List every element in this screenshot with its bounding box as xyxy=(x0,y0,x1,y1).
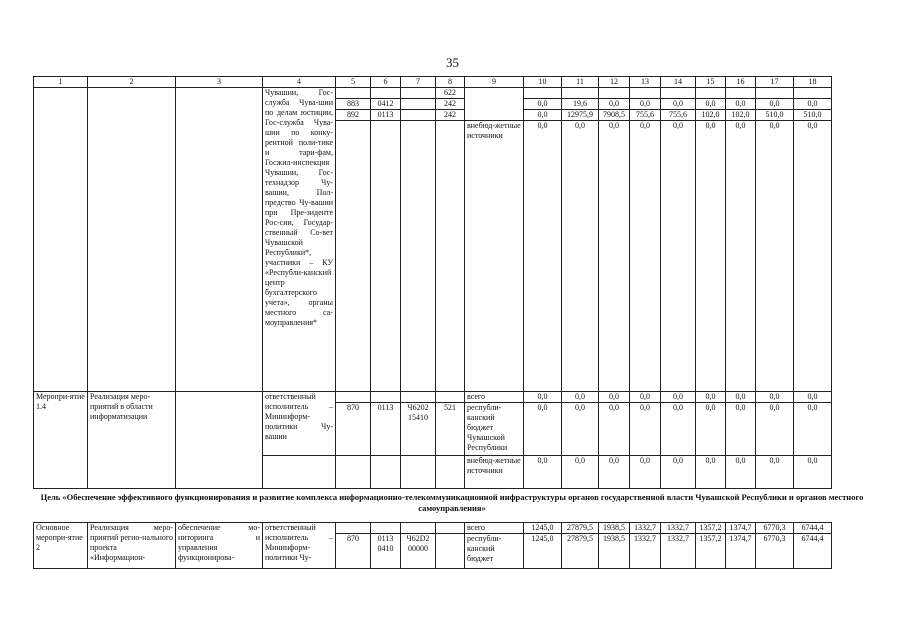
value-cell: 1374,7 xyxy=(726,523,756,534)
cell-col4 xyxy=(263,456,336,489)
value-cell: 0,0 xyxy=(696,99,726,110)
header-cell-4: 4 xyxy=(263,77,336,88)
value-cell: 0,0 xyxy=(524,392,562,403)
value-cell: 0,0 xyxy=(726,403,756,456)
cell-col8 xyxy=(436,121,465,392)
header-cell-18: 18 xyxy=(794,77,832,88)
header-cell-9: 9 xyxy=(465,77,524,88)
cell-col6 xyxy=(371,88,401,99)
value-cell: 0,0 xyxy=(726,99,756,110)
value-cell: 1245,0 xyxy=(524,523,562,534)
value-cell: 0,0 xyxy=(756,392,794,403)
cell-col3 xyxy=(176,392,263,489)
cell-col7 xyxy=(401,121,436,392)
cell-col6 xyxy=(371,121,401,392)
value-cell: 0,0 xyxy=(661,392,696,403)
value-cell xyxy=(726,88,756,99)
value-cell: 12975,9 xyxy=(562,110,599,121)
cell-col5: 892 xyxy=(336,110,371,121)
value-cell: 0,0 xyxy=(794,99,832,110)
cell-col2 xyxy=(88,88,176,392)
value-cell: 0,0 xyxy=(726,121,756,392)
budget-table-continued xyxy=(33,522,832,569)
value-cell: 0,0 xyxy=(696,456,726,489)
cell-col8: 622 xyxy=(436,88,465,99)
table-row xyxy=(34,523,832,534)
value-cell: 0,0 xyxy=(630,121,661,392)
value-cell: 0,0 xyxy=(726,456,756,489)
value-cell: 0,0 xyxy=(661,403,696,456)
header-cell-8: 8 xyxy=(436,77,465,88)
responsible-executors: Чувашии, Гос-служба Чува-шии по делам юстиции, Гос-служба Чува-шии по конку-рентной поли-тике и тари-фам, Госжил-инспекция Чувашии, Гос-технадзор Чу-вашии, Пол-предство Чу-вашии при Пре-зиденте Рос-сии, Государ-ственный Со-вет Чувашской Республики*, участники – КУ «Республи-канский центр бухгалтерского учета», органы местного са-моуправления* xyxy=(263,88,336,392)
value-cell: 7908,5 xyxy=(599,110,630,121)
cell-col9: внебюд-жетные источники xyxy=(465,456,524,489)
value-cell: 0,0 xyxy=(524,456,562,489)
value-cell: 0,0 xyxy=(599,456,630,489)
value-cell xyxy=(756,88,794,99)
responsible-executor: ответственный исполнитель – Мининформ-политики Чу- xyxy=(263,523,336,569)
cell-col8 xyxy=(436,456,465,489)
header-cell-13: 13 xyxy=(630,77,661,88)
value-cell: 0,0 xyxy=(524,403,562,456)
cell-col3 xyxy=(176,88,263,392)
value-cell: 0,0 xyxy=(599,99,630,110)
cell-col5 xyxy=(336,88,371,99)
value-cell: 0,0 xyxy=(524,99,562,110)
header-cell-2: 2 xyxy=(88,77,176,88)
cell-col6: 0113 0410 xyxy=(371,534,401,569)
cell-col8: 521 xyxy=(436,403,465,456)
measure-description: Реализация меро-приятий регио-нального проекта «Информацион- xyxy=(88,523,176,569)
value-cell: 0,0 xyxy=(630,99,661,110)
value-cell: 0,0 xyxy=(599,121,630,392)
value-cell: 0,0 xyxy=(661,121,696,392)
cell-col5 xyxy=(336,523,371,534)
value-cell: 0,0 xyxy=(794,121,832,392)
value-cell: 0,0 xyxy=(696,403,726,456)
value-cell: 6744,4 xyxy=(794,523,832,534)
value-cell: 0,0 xyxy=(524,110,562,121)
cell-col6: 0113 xyxy=(371,403,401,456)
value-cell: 0,0 xyxy=(630,403,661,456)
header-cell-3: 3 xyxy=(176,77,263,88)
value-cell xyxy=(524,88,562,99)
value-cell xyxy=(661,88,696,99)
header-cell-11: 11 xyxy=(562,77,599,88)
value-cell: 0,0 xyxy=(756,403,794,456)
value-cell: 102,0 xyxy=(696,110,726,121)
header-cell-17: 17 xyxy=(756,77,794,88)
value-cell: 1332,7 xyxy=(630,534,661,569)
value-cell: 510,0 xyxy=(756,110,794,121)
cell-col1 xyxy=(34,88,88,392)
measure-name: Меропри-ятие 1.4 xyxy=(34,392,88,489)
cell-col6: 0113 xyxy=(371,110,401,121)
value-cell: 1938,5 xyxy=(599,523,630,534)
value-cell: 1374,7 xyxy=(726,534,756,569)
cell-col6 xyxy=(371,456,401,489)
value-cell: 0,0 xyxy=(696,121,726,392)
responsible-executor: ответственный исполнитель – Мининформ-политики Чу-вашии xyxy=(263,392,336,456)
value-cell xyxy=(562,88,599,99)
value-cell: 0,0 xyxy=(562,403,599,456)
cell-col9: всего xyxy=(465,523,524,534)
header-cell-6: 6 xyxy=(371,77,401,88)
value-cell: 6770,3 xyxy=(756,534,794,569)
value-cell: 0,0 xyxy=(696,392,726,403)
value-cell: 0,0 xyxy=(726,392,756,403)
cell-col9: всего xyxy=(465,392,524,403)
measure-description: Реализация меро-приятий в области информатизации xyxy=(88,392,176,489)
cell-col6 xyxy=(371,523,401,534)
value-cell: 0,0 xyxy=(756,456,794,489)
value-cell: 27879,5 xyxy=(562,523,599,534)
value-cell xyxy=(696,88,726,99)
table-row xyxy=(34,88,832,99)
cell-col5: 870 xyxy=(336,534,371,569)
cell-col9: внебюд-жетные источники xyxy=(465,121,524,392)
cell-col8 xyxy=(436,523,465,534)
table-row xyxy=(34,392,832,403)
value-cell: 0,0 xyxy=(599,392,630,403)
cell-col7: Ч6202 15410 xyxy=(401,403,436,456)
cell-col7 xyxy=(401,456,436,489)
value-cell: 0,0 xyxy=(756,121,794,392)
value-cell: 755,6 xyxy=(661,110,696,121)
cell-col7 xyxy=(401,110,436,121)
cell-col7 xyxy=(401,88,436,99)
value-cell: 0,0 xyxy=(562,392,599,403)
cell-col6: 0412 xyxy=(371,99,401,110)
value-cell xyxy=(630,88,661,99)
cell-col5 xyxy=(336,456,371,489)
cell-col7 xyxy=(401,99,436,110)
budget-table xyxy=(33,76,832,489)
value-cell: 0,0 xyxy=(599,403,630,456)
cell-col5 xyxy=(336,121,371,392)
value-cell: 1245,0 xyxy=(524,534,562,569)
cell-col9 xyxy=(465,88,524,121)
value-cell: 0,0 xyxy=(794,403,832,456)
value-cell: 1357,2 xyxy=(696,534,726,569)
measure-name: Основное меропри-ятие 2 xyxy=(34,523,88,569)
value-cell xyxy=(599,88,630,99)
cell-col5 xyxy=(336,392,371,403)
indicator-description: обеспечение мо-ниторинга и управления функционирова- xyxy=(176,523,263,569)
page-number: 35 xyxy=(446,55,459,70)
value-cell: 510,0 xyxy=(794,110,832,121)
value-cell: 755,6 xyxy=(630,110,661,121)
cell-col8 xyxy=(436,534,465,569)
header-cell-10: 10 xyxy=(524,77,562,88)
value-cell: 0,0 xyxy=(756,99,794,110)
goal-heading: Цель «Обеспечение эффективного функционирования и развитие комплекса информационно-телекоммуникационной инфраструктуры органов государственной власти Чувашской Республики и органов местного самоуправления» xyxy=(40,492,864,513)
header-cell-12: 12 xyxy=(599,77,630,88)
value-cell: 102,0 xyxy=(726,110,756,121)
header-cell-7: 7 xyxy=(401,77,436,88)
value-cell: 1332,7 xyxy=(661,534,696,569)
value-cell: 19,6 xyxy=(562,99,599,110)
value-cell: 6770,3 xyxy=(756,523,794,534)
value-cell: 0,0 xyxy=(630,392,661,403)
value-cell: 0,0 xyxy=(794,456,832,489)
header-row xyxy=(34,77,832,88)
cell-col8: 242 xyxy=(436,110,465,121)
cell-col5: 883 xyxy=(336,99,371,110)
value-cell: 1938,5 xyxy=(599,534,630,569)
value-cell: 1357,2 xyxy=(696,523,726,534)
header-cell-15: 15 xyxy=(696,77,726,88)
value-cell: 0,0 xyxy=(562,456,599,489)
value-cell: 0,0 xyxy=(630,456,661,489)
header-cell-16: 16 xyxy=(726,77,756,88)
value-cell xyxy=(794,88,832,99)
cell-col6 xyxy=(371,392,401,403)
cell-col7 xyxy=(401,523,436,534)
value-cell: 0,0 xyxy=(562,121,599,392)
value-cell: 1332,7 xyxy=(630,523,661,534)
cell-col7: Ч62D2 00000 xyxy=(401,534,436,569)
value-cell: 0,0 xyxy=(661,456,696,489)
cell-col9: республи-канский бюджет Чувашской Республики xyxy=(465,403,524,456)
header-cell-1: 1 xyxy=(34,77,88,88)
value-cell: 0,0 xyxy=(794,392,832,403)
cell-col9: республи-канский бюджет xyxy=(465,534,524,569)
value-cell: 0,0 xyxy=(661,99,696,110)
header-cell-14: 14 xyxy=(661,77,696,88)
value-cell: 6744,4 xyxy=(794,534,832,569)
cell-col8: 242 xyxy=(436,99,465,110)
cell-col5: 870 xyxy=(336,403,371,456)
value-cell: 1332,7 xyxy=(661,523,696,534)
header-cell-5: 5 xyxy=(336,77,371,88)
value-cell: 0,0 xyxy=(524,121,562,392)
cell-col7 xyxy=(401,392,436,403)
cell-col8 xyxy=(436,392,465,403)
value-cell: 27879,5 xyxy=(562,534,599,569)
